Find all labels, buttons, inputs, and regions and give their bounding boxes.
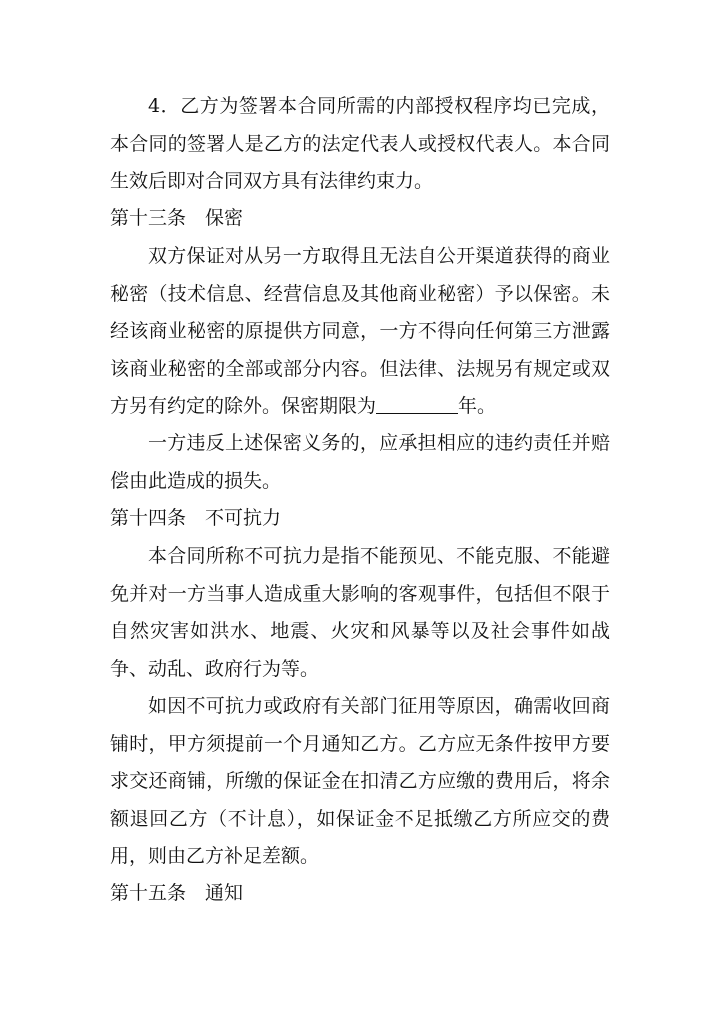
article-14-paragraph-requisition: 如因不可抗力或政府有关部门征用等原因，确需收回商铺时，甲方须提前一个月通知乙方。乙方应无条件按甲方要求交还商铺，所缴的保证金在扣清乙方应缴的费用后，将余额退回乙方（不计息），如保证金不足抵缴乙方所应交的费用，则由乙方补足差额。 — [110, 695, 610, 867]
article-13-paragraph-breach: 一方违反上述保密义务的，应承担相应的违约责任并赔偿由此造成的损失。 — [110, 432, 610, 492]
article-13-heading: 第十三条 保密 — [110, 207, 244, 229]
article-14-heading: 第十四条 不可抗力 — [110, 507, 282, 529]
confidentiality-term-blank — [376, 395, 458, 414]
article-14-paragraph-definition: 本合同所称不可抗力是指不能预见、不能克服、不能避免并对一方当事人造成重大影响的客观事件，包括但不限于自然灾害如洪水、地震、火灾和风暴等以及社会事件如战争、动乱、政府行为等。 — [110, 545, 610, 680]
article-13-paragraph-confidentiality — [110, 238, 610, 426]
confidentiality-term-unit: 年。 — [458, 395, 497, 417]
confidentiality-text: 双方保证对从另一方取得且无法自公开渠道获得的商业秘密（技术信息、经营信息及其他商业秘密）予以保密。未经该商业秘密的原提供方同意，一方不得向任何第三方泄露该商业秘密的全部或部分内容。但法律、法规另有规定或双方另有约定的除外。保密期限为 — [110, 245, 610, 417]
article-15-heading: 第十五条 通知 — [110, 882, 244, 904]
paragraph-authorization: 4．乙方为签署本合同所需的内部授权程序均已完成，本合同的签署人是乙方的法定代表人或授权代表人。本合同生效后即对合同双方具有法律约束力。 — [110, 95, 610, 192]
